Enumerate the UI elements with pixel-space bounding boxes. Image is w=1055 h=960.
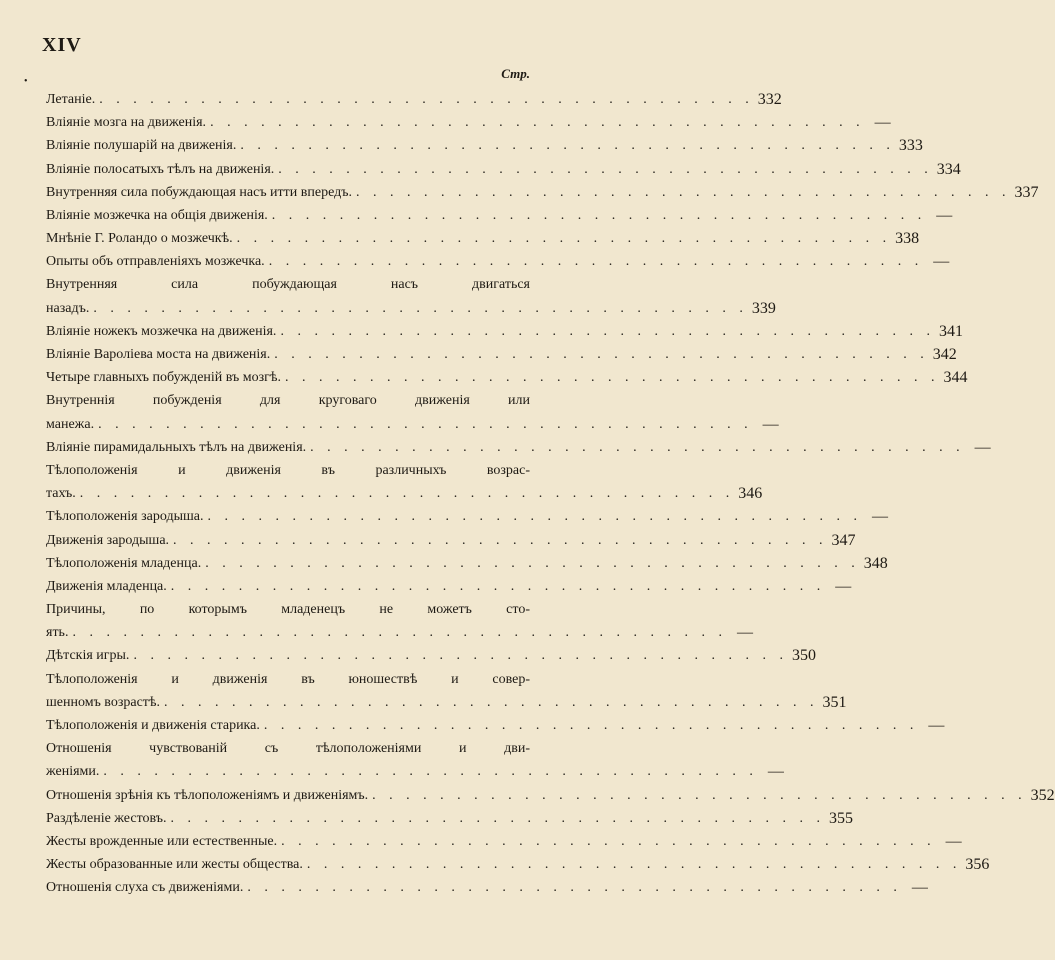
dot-leader: . . . . . . . . . . . . . . . . . . . . . . . . . . . . . . . . . . . . . . .: [93, 300, 748, 316]
dot-leader: . . . . . . . . . . . . . . . . . . . . . . . . . . . . . . . . . . . . . . .: [281, 833, 936, 849]
dot-leader: . . . . . . . . . . . . . . . . . . . . . . . . . . . . . . . . . . . . . . .: [98, 416, 753, 432]
dot-leader: . . . . . . . . . . . . . . . . . . . . . . . . . . . . . . . . . . . . . . .: [268, 254, 924, 270]
toc-entry: [46, 320, 963, 343]
toc-entry-page: 339: [751, 299, 776, 317]
toc-entry-page: —: [762, 415, 779, 433]
toc-entry-page: 334: [936, 160, 961, 178]
toc-entry-title: Мнѣніе Г. Роландо о мозжечкѣ.: [46, 231, 233, 247]
toc-entry-page: 342: [932, 346, 957, 364]
toc-entry-title: Вліяніе мозжечка на общія движенія.: [46, 207, 268, 223]
dot-leader: . . . . . . . . . . . . . . . . . . . . . . . . . . . . . . . . . . . . . . .: [372, 787, 1027, 803]
dot-leader: . . . . . . . . . . . . . . . . . . . . . . . . . . . . . . . . . . . . . . .: [271, 207, 927, 223]
toc-entry: [46, 459, 530, 482]
dot-leader: . . . . . . . . . . . . . . . . . . . . . . . . . . . . . . . . . . . . . . .: [236, 231, 892, 247]
toc-entry: [46, 181, 1039, 204]
margin-dot: •: [24, 76, 28, 87]
dot-leader: . . . . . . . . . . . . . . . . . . . . . . . . . . . . . . . . . . . . . . .: [306, 857, 962, 873]
toc-entry: [46, 830, 962, 853]
toc-entry: [46, 645, 816, 668]
toc-entry-page: —: [928, 717, 945, 735]
dot-leader: . . . . . . . . . . . . . . . . . . . . . . . . . . . . . . . . . . . . . . .: [263, 718, 919, 734]
toc-entry: [46, 297, 776, 320]
toc-entry: [46, 204, 953, 227]
toc-entry-title: Отношенія слуха съ движеніями.: [46, 880, 244, 896]
toc-entry-title: Тѣлоположенія и движенія въ различныхъ возрас-: [46, 462, 530, 478]
toc-entry-title: Вліяніе Вароліева моста на движенія.: [46, 347, 271, 363]
dot-leader: . . . . . . . . . . . . . . . . . . . . . . . . . . . . . . . . . . . . . . .: [280, 323, 935, 339]
toc-entry-title: Жесты врожденные или естественные.: [46, 833, 278, 849]
toc-entry-page: 338: [895, 230, 920, 248]
dot-leader: . . . . . . . . . . . . . . . . . . . . . . . . . . . . . . . . . . . . . . .: [133, 648, 788, 664]
toc-entry: [46, 853, 990, 876]
table-of-contents: [46, 88, 1055, 900]
toc-entry-page: —: [874, 114, 891, 132]
toc-entry-title: Внутреннія побужденія для круговаго движенія или: [46, 393, 530, 409]
toc-entry-title: шенномъ возрастѣ.: [46, 694, 161, 710]
toc-entry: [46, 111, 891, 134]
toc-entry: [46, 714, 945, 737]
toc-entry-title: Жесты образованные или жесты общества.: [46, 857, 303, 873]
toc-entry-title: Вліяніе полосатыхъ тѣлъ на движенія.: [46, 161, 275, 177]
dot-leader: . . . . . . . . . . . . . . . . . . . . . . . . . . . . . . . . . . . . . . .: [278, 161, 933, 177]
dot-leader: . . . . . . . . . . . . . . . . . . . . . . . . . . . . . . . . . . . . . . .: [285, 370, 940, 386]
toc-entry: [46, 784, 1055, 807]
toc-entry-title: Тѣлоположенія и движенія старика.: [46, 718, 260, 734]
toc-entry-title: Тѣлоположенія младенца.: [46, 555, 202, 571]
toc-entry: [46, 691, 847, 714]
toc-entry-title: Причины, по которымъ младенецъ не можетъ сто-: [46, 602, 530, 618]
toc-entry: [46, 366, 968, 389]
toc-entry-title: Летаніе.: [46, 91, 96, 107]
toc-entry: [46, 227, 920, 250]
toc-entry-title: манежа.: [46, 416, 95, 432]
page-number: XIV: [42, 34, 82, 56]
toc-entry-page: 356: [965, 856, 990, 874]
toc-entry-title: женіями.: [46, 764, 100, 780]
dot-leader: . . . . . . . . . . . . . . . . . . . . . . . . . . . . . . . . . . . . . . .: [72, 625, 727, 641]
toc-entry: [46, 552, 888, 575]
toc-entry: [46, 876, 928, 899]
toc-entry: [46, 158, 961, 181]
toc-entry-title: Внутренняя сила побуждающая насъ двигаться: [46, 277, 530, 293]
toc-entry-page: —: [974, 438, 991, 456]
dot-leader: . . . . . . . . . . . . . . . . . . . . . . . . . . . . . . . . . . . . . . .: [240, 138, 895, 154]
dot-leader: . . . . . . . . . . . . . . . . . . . . . . . . . . . . . . . . . . . . . . .: [79, 486, 735, 502]
toc-entry: [46, 389, 530, 412]
toc-entry-title: Раздѣленіе жестовъ.: [46, 810, 167, 826]
toc-entry-title: Движенія младенца.: [46, 578, 167, 594]
toc-entry-title: Вліяніе мозга на движенія.: [46, 115, 207, 131]
toc-entry-page: —: [936, 206, 953, 224]
toc-entry-title: Вліяніе пирамидальныхъ тѣлъ на движенія.: [46, 439, 307, 455]
toc-entry-title: тахъ.: [46, 486, 76, 502]
toc-entry-page: —: [767, 763, 784, 781]
toc-entry-title: Внутренняя сила побуждающая насъ итти впередъ.: [46, 184, 352, 200]
toc-entry-title: Вліяніе полушарій на движенія.: [46, 138, 237, 154]
toc-entry-page: 332: [757, 90, 782, 108]
dot-leader: . . . . . . . . . . . . . . . . . . . . . . . . . . . . . . . . . . . . . . .: [207, 509, 862, 525]
toc-entry-page: 346: [738, 485, 763, 503]
toc-entry-page: —: [835, 577, 852, 595]
toc-entry: [46, 598, 530, 621]
dot-leader: . . . . . . . . . . . . . . . . . . . . . . . . . . . . . . . . . . . . . . .: [103, 764, 758, 780]
toc-entry: [46, 436, 991, 459]
toc-entry-page: 347: [831, 531, 856, 549]
toc-entry: [46, 668, 530, 691]
dot-leader: . . . . . . . . . . . . . . . . . . . . . . . . . . . . . . . . . . . . . . .: [164, 694, 819, 710]
toc-entry: [46, 343, 957, 366]
toc-entry-title: Тѣлоположенія и движенія въ юношествѣ и совер-: [46, 671, 530, 687]
toc-entry: [46, 482, 763, 505]
toc-entry: [46, 529, 856, 552]
toc-entry: [46, 807, 853, 830]
dot-leader: . . . . . . . . . . . . . . . . . . . . . . . . . . . . . . . . . . . . . . .: [170, 810, 825, 826]
toc-entry: [46, 621, 753, 644]
dot-leader: . . . . . . . . . . . . . . . . . . . . . . . . . . . . . . . . . . . . . . .: [310, 439, 965, 455]
dot-leader: . . . . . . . . . . . . . . . . . . . . . . . . . . . . . . . . . . . . . . .: [210, 115, 865, 131]
toc-entry-page: —: [933, 253, 950, 271]
toc-entry-title: Отношенія зрѣнія къ тѣлоположеніямъ и движеніямъ.: [46, 787, 369, 803]
dot-leader: . . . . . . . . . . . . . . . . . . . . . . . . . . . . . . . . . . . . . . .: [170, 578, 826, 594]
dot-leader: . . . . . . . . . . . . . . . . . . . . . . . . . . . . . . . . . . . . . . .: [247, 880, 902, 896]
dot-leader: . . . . . . . . . . . . . . . . . . . . . . . . . . . . . . . . . . . . . . .: [99, 91, 754, 107]
toc-entry: [46, 134, 923, 157]
dot-leader: . . . . . . . . . . . . . . . . . . . . . . . . . . . . . . . . . . . . . . .: [274, 347, 929, 363]
toc-entry: [46, 760, 784, 783]
toc-entry: [46, 575, 852, 598]
toc-entry-title: Опыты объ отправленіяхъ мозжечка.: [46, 254, 265, 270]
toc-entry-page: —: [736, 624, 753, 642]
toc-entry: [46, 413, 779, 436]
toc-entry-page: 352: [1030, 786, 1055, 804]
toc-entry-page: 344: [943, 369, 968, 387]
toc-entry-page: 351: [822, 693, 847, 711]
toc-entry-title: Четыре главныхъ побужденій въ мозгѣ.: [46, 370, 282, 386]
page-column-heading: Стр.: [501, 66, 530, 81]
toc-entry-page: 348: [863, 554, 888, 572]
toc-entry-title: назадъ.: [46, 300, 90, 316]
toc-entry-title: ять.: [46, 625, 69, 641]
dot-leader: . . . . . . . . . . . . . . . . . . . . . . . . . . . . . . . . . . . . . . .: [205, 555, 860, 571]
toc-entry-title: Дѣтскія игры.: [46, 648, 130, 664]
toc-entry-title: Движенія зародыша.: [46, 532, 170, 548]
toc-entry-page: 337: [1014, 183, 1039, 201]
dot-leader: . . . . . . . . . . . . . . . . . . . . . . . . . . . . . . . . . . . . . . .: [173, 532, 828, 548]
toc-entry-page: 333: [898, 137, 923, 155]
toc-entry-title: Вліяніе ножекъ мозжечка на движенія.: [46, 323, 277, 339]
toc-entry-title: Отношенія чувствованій съ тѣлоположеніями и дви-: [46, 741, 530, 757]
toc-entry-title: Тѣлоположенія зародыша.: [46, 509, 204, 525]
dot-leader: . . . . . . . . . . . . . . . . . . . . . . . . . . . . . . . . . . . . . . .: [356, 184, 1011, 200]
toc-entry: [46, 88, 782, 111]
toc-entry-page: —: [871, 508, 888, 526]
toc-entry-page: —: [945, 832, 962, 850]
toc-entry-page: —: [911, 879, 928, 897]
toc-entry: [46, 505, 888, 528]
toc-entry: [46, 274, 530, 297]
toc-entry-page: 355: [829, 809, 853, 827]
toc-entry: [46, 250, 950, 273]
toc-entry-page: 341: [938, 322, 963, 340]
toc-entry: [46, 737, 530, 760]
toc-entry-page: 350: [791, 647, 816, 665]
